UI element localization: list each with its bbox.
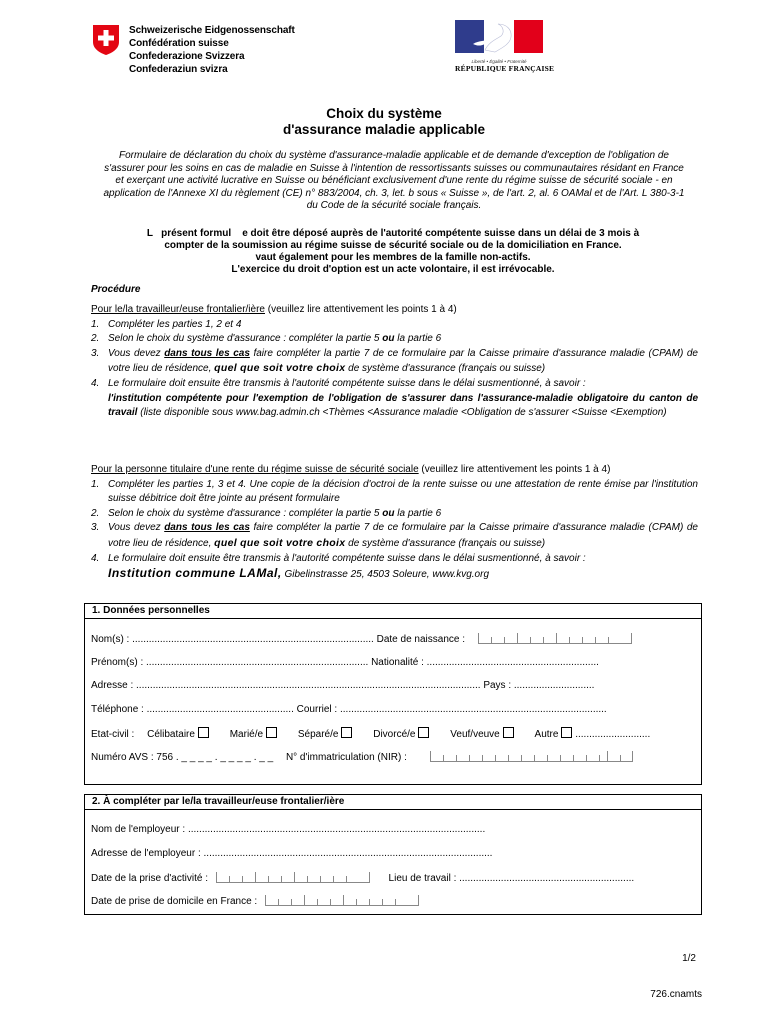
- row-etat-civil: [91, 727, 693, 740]
- notice-line: compter de la soumission au régime suisse de sécurité sociale ou de la domiciliation en France.: [164, 240, 622, 251]
- row-telephone: [91, 704, 693, 715]
- list-item-text: dans tous les cas: [164, 522, 250, 534]
- divorce-label: Divorcé/e: [373, 729, 416, 740]
- title-line: Choix du système: [326, 106, 442, 121]
- autre-checkbox[interactable]: [561, 727, 572, 738]
- list-item-text: ou: [382, 507, 395, 519]
- row-date-activite: [91, 872, 693, 884]
- divorce-checkbox[interactable]: [418, 727, 429, 738]
- adresse-employeur-field[interactable]: Adresse de l'employeur : ........................................................................................................: [91, 848, 493, 859]
- list-item-text: 2.: [91, 507, 100, 519]
- list-item-text: ou: [382, 333, 395, 345]
- notice-line: L présent formul e doit être déposé auprès de l'autorité compétente suisse dans un délai de 3 mois à: [146, 228, 640, 239]
- section-heading: Pour le/la travailleur/euse frontalier/ière: [91, 304, 265, 315]
- list-item-text: faire compléter la partie 7 de ce formulaire par la Caisse primaire d'assurance maladie (CPAM) de votre lieu de résidence,: [108, 522, 698, 549]
- list-item: [91, 552, 698, 583]
- swiss-line: Schweizerische Eidgenossenschaft: [129, 25, 295, 36]
- rf-motto: Liberté • Égalité • Fraternité: [471, 59, 527, 64]
- marie-label: Marié/e: [229, 729, 264, 740]
- rf-name: RÉPUBLIQUE FRANÇAISE: [455, 64, 555, 73]
- list-item-text: Compléter les parties 1, 3 et 4. Une copie de la décision d'octroi de la rente suisse ou une attestation de rente émise par l'institution suisse débitrice doit être jointe au présent formulaire: [108, 478, 698, 505]
- adresse-field[interactable]: Adresse : ............................................................................................................................: [91, 680, 481, 691]
- nom-field[interactable]: Nom(s) : .......................................................................................: [91, 634, 374, 645]
- row-avs: [91, 751, 693, 763]
- list-item-text: quel que soit votre choix: [214, 362, 346, 375]
- swiss-line: Confederazione Svizzera: [129, 51, 245, 62]
- list-item-text: 4.: [91, 552, 100, 564]
- list-item-text: l'institution compétente pour l'exemption de l'obligation de s'assurer dans l'assurance-maladie obligatoire du canton de travail: [108, 392, 698, 419]
- row-adresse: [91, 680, 693, 691]
- etat-civil-label: Etat-civil :: [91, 729, 135, 740]
- list-item-text: 3.: [91, 522, 100, 534]
- list-item: [91, 507, 698, 522]
- list-item-text: Selon le choix du système d'assurance : compléter la partie 5: [108, 507, 383, 519]
- date-activite-label: Date de la prise d'activité :: [91, 873, 208, 884]
- list-item: [91, 521, 698, 551]
- swiss-confederation-wordmark: [129, 24, 295, 76]
- list-item: [91, 478, 698, 507]
- part2-title: 2. À compléter par le/la travailleur/euse frontalier/ière: [85, 795, 701, 810]
- title-line: d'assurance maladie applicable: [282, 122, 486, 137]
- list-item-text: 1.: [91, 318, 100, 330]
- list-item-text: Compléter les parties 1, 2 et 4: [108, 318, 242, 330]
- lieu-travail-field[interactable]: Lieu de travail : ...............................................................: [388, 873, 635, 884]
- courriel-field[interactable]: Courriel : ................................................................................................: [296, 704, 607, 715]
- list-item-text: Gibelinstrasse 25, 4503 Soleure, www.kvg.org: [281, 569, 490, 581]
- row-nom: [91, 633, 693, 645]
- date-domicile-field[interactable]: [265, 895, 419, 906]
- part1-title: 1. Données personnelles: [85, 604, 701, 619]
- section-heading: Pour la personne titulaire d'une rente du régime suisse de sécurité sociale: [91, 464, 419, 475]
- celibataire-label: Célibataire: [147, 729, 195, 740]
- list-item-text: Selon le choix du système d'assurance : compléter la partie 5: [108, 333, 383, 345]
- list-item: [91, 347, 698, 377]
- row-date-domicile: [91, 895, 693, 907]
- list-item-text: de système d'assurance (français ou suisse): [345, 537, 546, 549]
- list-item-text: 3.: [91, 347, 100, 359]
- notice-line: vaut également pour les membres de la famille non-actifs.: [255, 252, 531, 263]
- list-item-text: Institution commune LAMal,: [108, 566, 282, 581]
- list-item-text: 4.: [91, 377, 100, 389]
- list-item-text: Vous devez: [108, 522, 165, 534]
- notice-line: L'exercice du droit d'option est un acte volontaire, il est irrévocable.: [231, 264, 555, 275]
- nir-field[interactable]: [430, 751, 633, 762]
- procedure-heading: Procédure: [91, 284, 141, 295]
- part1-personal-data: [84, 603, 702, 785]
- list-item-text: Le formulaire doit ensuite être transmis à l'autorité compétente suisse dans le délai susmentionné, à savoir :: [108, 377, 586, 389]
- separe-label: Séparé/e: [297, 729, 339, 740]
- prenom-field[interactable]: Prénom(s) : ................................................................................: [91, 657, 369, 668]
- separe-checkbox[interactable]: [341, 727, 352, 738]
- row-prenom: [91, 657, 693, 668]
- date-domicile-label: Date de prise de domicile en France :: [91, 896, 258, 907]
- list-item: [91, 377, 698, 421]
- list-item-text: la partie 6: [394, 507, 442, 519]
- list-item-text: faire compléter la partie 7 de ce formulaire par la Caisse primaire d'assurance maladie (CPAM) de votre lieu de résidence,: [108, 347, 698, 375]
- list-item-text: 1.: [91, 478, 100, 490]
- nationalite-field[interactable]: Nationalité : ..............................................................: [371, 657, 599, 668]
- section-heading-tail: (veuillez lire attentivement les points 1 à 4): [264, 304, 457, 315]
- page-number: 1/2: [682, 953, 696, 964]
- autre-field[interactable]: ...........................: [575, 729, 651, 740]
- marianne-icon: [455, 20, 543, 53]
- swiss-line: Confederaziun svizra: [129, 64, 228, 75]
- deadline-notice: [90, 228, 696, 276]
- celibataire-checkbox[interactable]: [198, 727, 209, 738]
- marie-checkbox[interactable]: [266, 727, 277, 738]
- republique-francaise-logo: [455, 20, 555, 73]
- list-item-text: Vous devez: [108, 347, 165, 359]
- procedure-rentier: [91, 463, 698, 583]
- veuf-label: Veuf/veuve: [450, 729, 500, 740]
- swiss-coat-of-arms-icon: [92, 24, 120, 56]
- part2-frontalier: [84, 794, 702, 915]
- row-adresse-employeur: [91, 848, 693, 859]
- autre-label: Autre: [534, 729, 559, 740]
- list-item-text: de système d'assurance (français ou suisse): [345, 363, 546, 375]
- list-item: [91, 318, 698, 333]
- list-item-text: Le formulaire doit ensuite être transmis à l'autorité compétente suisse dans le délai susmentionné, à savoir :: [108, 552, 586, 564]
- procedure-frontalier: [91, 303, 698, 421]
- employeur-field[interactable]: Nom de l'employeur : ...........................................................................................................: [91, 824, 486, 835]
- list-item-text: la partie 6: [394, 333, 442, 345]
- list-item-text: (liste disponible sous www.bag.admin.ch <Thèmes <Assurance maladie <Obligation de s'assurer <Suisse <Exemption): [137, 407, 667, 419]
- swiss-line: Confédération suisse: [129, 38, 229, 49]
- page-title: [0, 106, 768, 138]
- nir-label: N° d'immatriculation (NIR) :: [285, 752, 407, 763]
- date-activite-field[interactable]: [216, 872, 370, 883]
- date-naissance-field[interactable]: [478, 633, 632, 644]
- row-employeur: [91, 824, 693, 835]
- date-naissance-label: Date de naissance :: [376, 634, 465, 645]
- telephone-field[interactable]: Téléphone : .....................................................: [91, 704, 294, 715]
- veuf-checkbox[interactable]: [503, 727, 514, 738]
- avs-field[interactable]: Numéro AVS : 756 . _ _ _ _ . _ _ _ _ . _ _: [91, 752, 274, 763]
- list-item-text: dans tous les cas: [164, 347, 250, 359]
- list-item-text: quel que soit votre choix: [214, 536, 346, 549]
- pays-field[interactable]: Pays : .............................: [483, 680, 595, 691]
- list-item-text: 2.: [91, 333, 100, 345]
- section-heading-tail: (veuillez lire attentivement les points 1 à 4): [418, 464, 611, 475]
- intro-paragraph: Formulaire de déclaration du choix du système d'assurance-maladie applicable et de demande d'exception de l'obligation de s'assurer pour les soins en cas de maladie en Suisse à l'intention de ressortissants suisses ou communautaires résidant en France et exerçant une activité lucrative en Suisse ou bénéficiant exclusivement d'une rente du régime suisse de sécurité sociale - en application de l'Annexe XI du règlement (CE) n° 883/2004, ch. 3, let. b sous « Suisse », de l'art. 2, al. 6 OAMal et de l'Art. L 380-3-1 du Code de la sécurité sociale français.: [103, 150, 685, 212]
- form-code: 726.cnamts: [650, 989, 702, 1000]
- list-item: [91, 332, 698, 347]
